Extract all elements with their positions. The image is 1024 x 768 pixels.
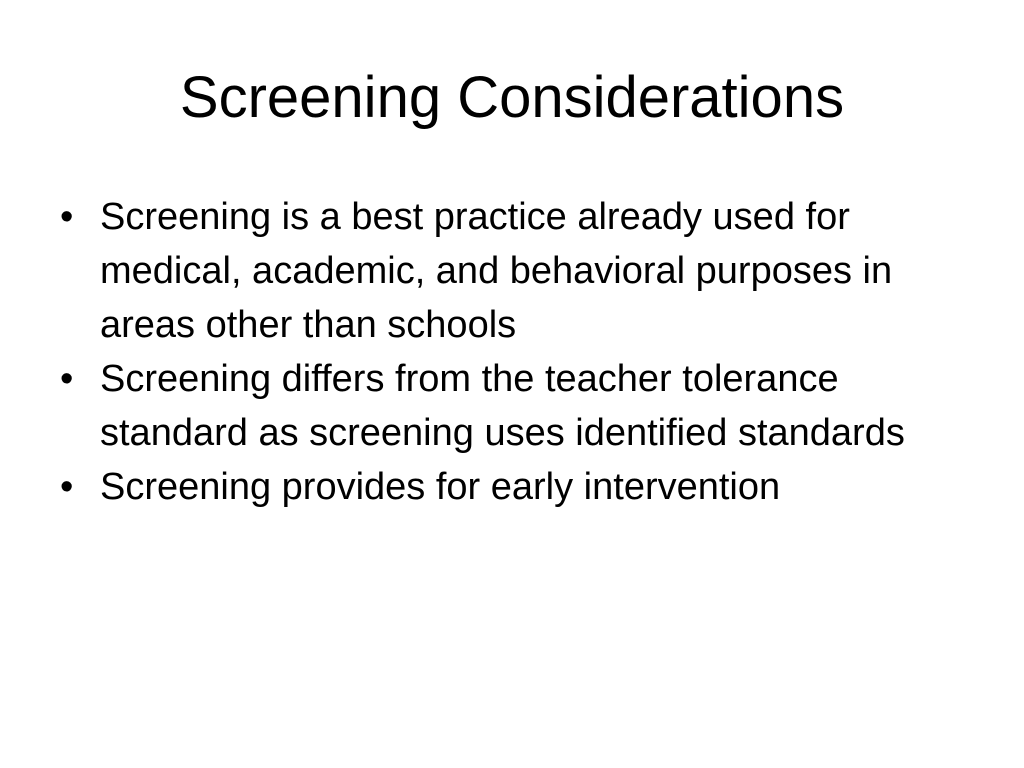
bullet-list xyxy=(60,190,960,514)
bullet-text: Screening provides for early intervention xyxy=(100,466,781,508)
bullet-text: Screening differs from the teacher tolerance standard as screening uses identified standards xyxy=(100,358,905,454)
bullet-marker: • xyxy=(60,358,74,400)
list-item xyxy=(60,190,960,352)
bullet-text: Screening is a best practice already used for medical, academic, and behavioral purposes in areas other than schools xyxy=(100,196,893,346)
bullet-marker: • xyxy=(60,196,74,238)
slide-title: Screening Considerations xyxy=(179,65,845,130)
list-item xyxy=(60,352,960,460)
list-item xyxy=(60,460,960,514)
bullet-marker: • xyxy=(60,466,74,508)
